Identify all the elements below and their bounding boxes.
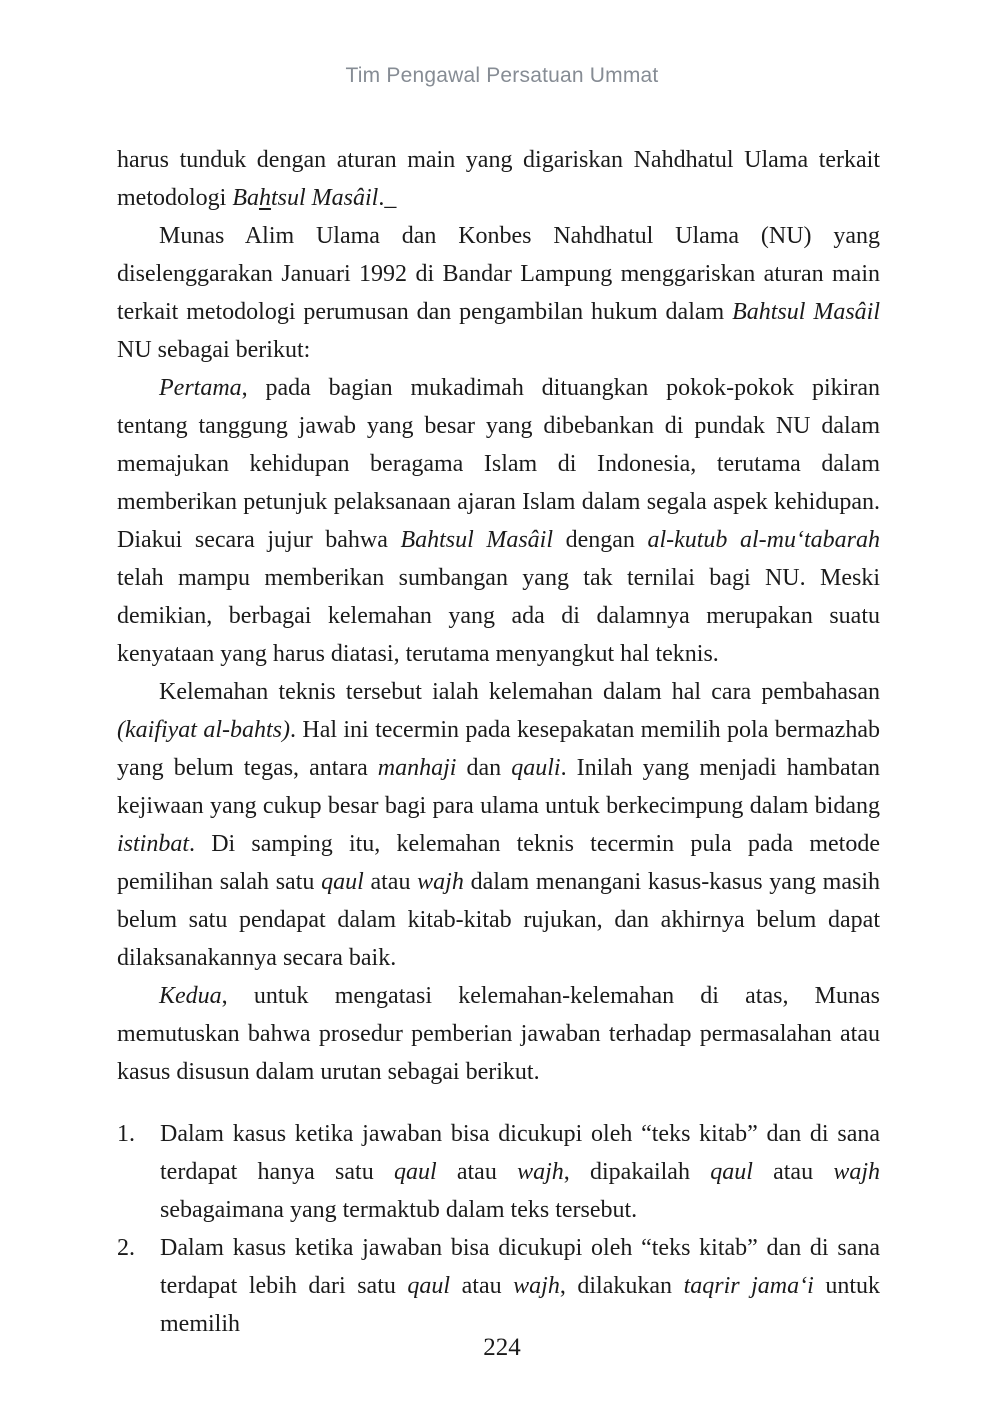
text-segment: atau bbox=[363, 869, 418, 895]
text-segment: qauli bbox=[511, 755, 561, 781]
text-segment: Bahtsul Masâil bbox=[400, 527, 554, 553]
text-segment: taqrir jama‘i bbox=[683, 1273, 814, 1299]
text-segment: h bbox=[259, 185, 271, 211]
text-segment: , dilakukan bbox=[559, 1273, 684, 1299]
text-segment: telah mampu memberikan sumbangan yang tak ternilai bagi NU. Meski demikian, berbagai kelemahan yang ada di dalamnya merupakan suatu kenyataan yang harus diatasi, terutama menyangkut hal teknis. bbox=[117, 565, 880, 667]
page-body bbox=[117, 141, 880, 1343]
text-segment: untuk memilih bbox=[160, 1273, 881, 1337]
text-segment: dalam menangani kasus-kasus yang masih belum satu pendapat dalam kitab-kitab rujukan, dan akhirnya belum dapat dilaksanakannya secara baik. bbox=[117, 869, 880, 971]
text-segment: Kelemahan teknis tersebut ialah kelemahan dalam hal cara pembahasan bbox=[159, 679, 880, 705]
text-segment: Dalam kasus ketika jawaban bisa dicukupi oleh “teks kitab” dan di sana terdapat lebih dari satu bbox=[160, 1235, 880, 1299]
text-segment: dan bbox=[456, 755, 512, 781]
list-item bbox=[117, 1115, 880, 1229]
text-segment: wajh bbox=[417, 869, 464, 895]
text-segment: dengan bbox=[553, 527, 648, 553]
body-paragraph bbox=[117, 369, 880, 673]
text-segment: _ bbox=[384, 185, 397, 211]
text-segment: Ba bbox=[232, 185, 259, 211]
body-paragraph bbox=[117, 673, 880, 977]
text-segment: qaul bbox=[407, 1273, 451, 1299]
text-segment: sebagaimana yang termaktub dalam teks tersebut. bbox=[160, 1197, 638, 1223]
text-segment: manhaji bbox=[377, 755, 457, 781]
text-segment: Bahtsul Masâil bbox=[732, 299, 880, 325]
text-segment: wajh bbox=[833, 1159, 881, 1185]
text-segment: Pertama bbox=[159, 375, 242, 401]
body-paragraph bbox=[117, 141, 880, 217]
body-paragraph bbox=[117, 977, 880, 1091]
text-segment: , untuk mengatasi kelemahan-kelemahan di atas, Munas memutuskan bahwa prosedur pemberian jawaban terhadap permasalahan atau kasus disusun dalam urutan sebagai berikut. bbox=[117, 983, 880, 1085]
text-segment: , pada bagian mukadimah dituangkan pokok-pokok pikiran tentang tanggung jawab yang besar yang dibebankan di pundak NU dalam memajukan kehidupan beragama Islam di Indonesia, terutama dalam memberikan petunjuk pelaksanaan ajaran Islam dalam segala aspek kehidupan. Diakui secara jujur bahwa bbox=[117, 375, 880, 553]
running-header: Tim Pengawal Persatuan Ummat bbox=[345, 64, 659, 87]
text-segment: harus tunduk dengan aturan main yang digariskan Nahdhatul Ulama terkait metodologi bbox=[117, 147, 880, 211]
list-item-text bbox=[160, 1115, 880, 1229]
text-segment: NU sebagai berikut: bbox=[117, 337, 311, 363]
text-segment: (kaifiyat al-bahts) bbox=[117, 717, 290, 743]
text-segment: tsul Masâil bbox=[271, 185, 379, 211]
text-segment: . Inilah yang menjadi hambatan kejiwaan yang cukup besar bagi para ulama untuk berkecimpung dalam bidang bbox=[117, 755, 881, 819]
numbered-list bbox=[117, 1115, 880, 1343]
text-segment: , dipakailah bbox=[563, 1159, 711, 1185]
text-segment: istinbat bbox=[117, 831, 190, 857]
text-segment: qaul bbox=[710, 1159, 753, 1185]
text-segment: al-kutub al-mu‘tabarah bbox=[647, 527, 880, 553]
list-item-text bbox=[160, 1229, 880, 1343]
list-item-number: 2. bbox=[117, 1235, 135, 1261]
text-segment: wajh bbox=[513, 1273, 560, 1299]
text-segment: atau bbox=[752, 1159, 834, 1185]
text-segment: atau bbox=[450, 1273, 514, 1299]
text-segment: . Di samping itu, kelemahan teknis tecermin pula pada metode pemilihan salah satu bbox=[117, 831, 880, 895]
text-segment: qaul bbox=[393, 1159, 437, 1185]
list-item bbox=[117, 1229, 880, 1343]
body-paragraph bbox=[117, 217, 880, 369]
text-segment: Kedua bbox=[159, 983, 222, 1009]
text-segment: . bbox=[378, 185, 385, 211]
text-segment: Dalam kasus ketika jawaban bisa dicukupi oleh “teks kitab” dan di sana terdapat hanya satu bbox=[160, 1121, 880, 1185]
text-segment: wajh bbox=[517, 1159, 564, 1185]
text-segment: qaul bbox=[321, 869, 364, 895]
page-number: 224 bbox=[483, 1334, 521, 1361]
text-segment: Munas Alim Ulama dan Konbes Nahdhatul Ulama (NU) yang diselenggarakan Januari 1992 di Bandar Lampung menggariskan aturan main terkait metodologi perumusan dan pengambilan hukum dalam bbox=[117, 223, 880, 325]
list-item-number: 1. bbox=[117, 1121, 135, 1147]
text-segment: atau bbox=[436, 1159, 518, 1185]
text-segment: . Hal ini tecermin pada kesepakatan memilih pola bermazhab yang belum tegas, antara bbox=[117, 717, 880, 781]
